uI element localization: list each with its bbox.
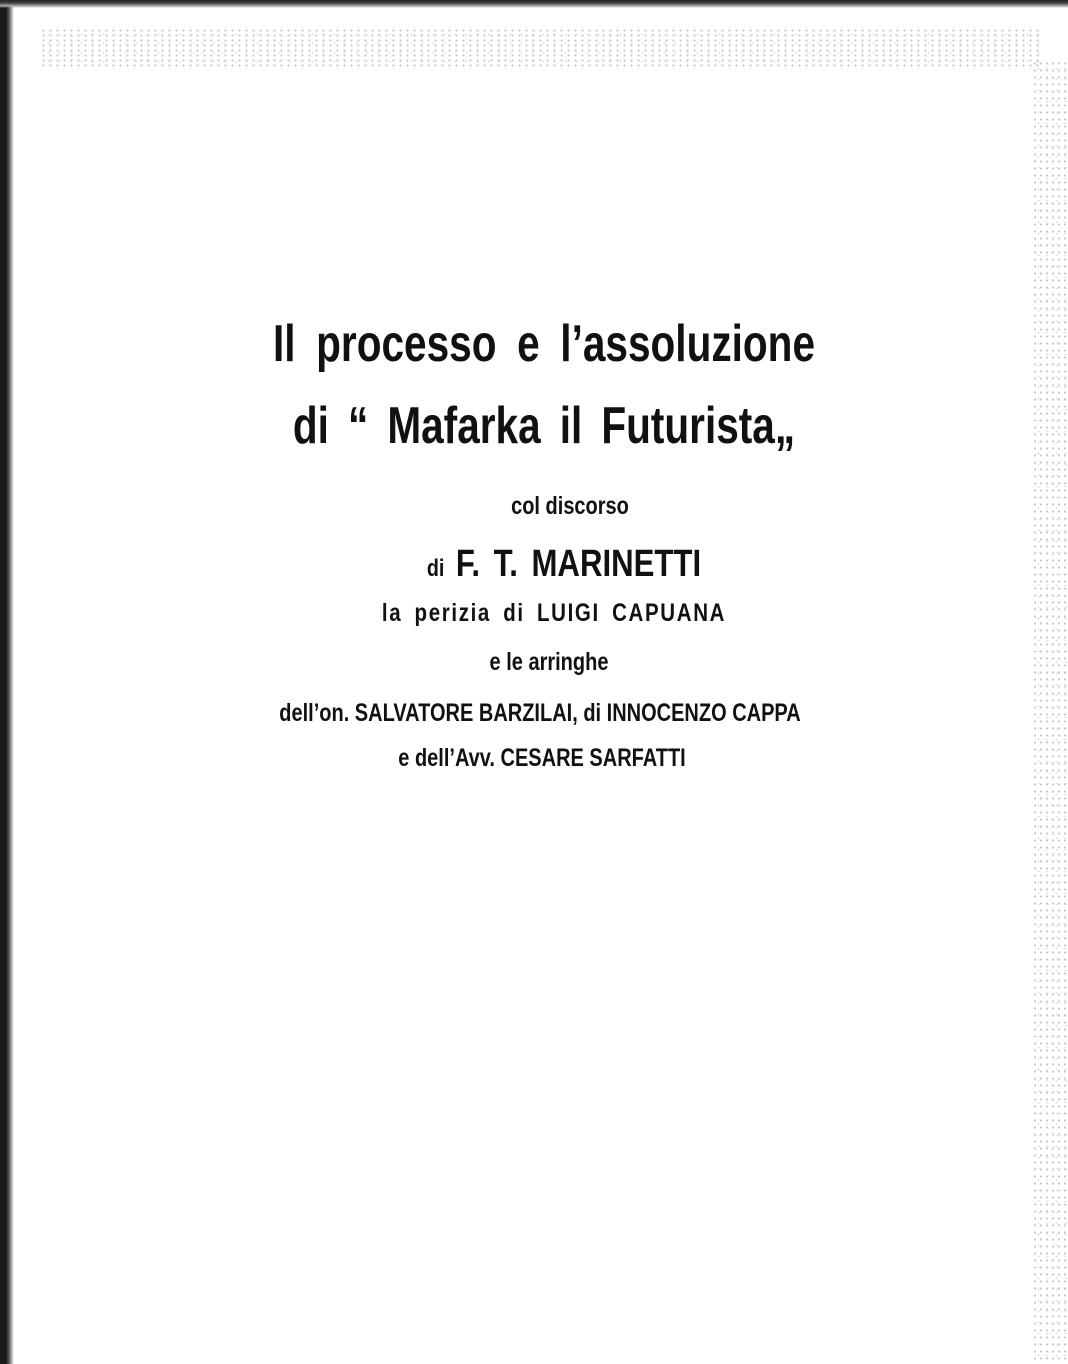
main-title-line-2: di “ Mafarka il Futurista„	[292, 397, 796, 455]
scan-top-edge	[0, 0, 1068, 8]
scan-noise-top	[40, 28, 1040, 68]
author-prefix: di	[426, 555, 445, 582]
credit-line-speech: col discorso	[511, 492, 629, 520]
credit-line-pleadings: e le arringhe	[489, 648, 609, 676]
author-name: F. T. MARINETTI	[455, 543, 702, 585]
title-page-block	[0, 315, 1068, 772]
credit-line-lawyer: e dell’Avv. CESARE SARFATTI	[398, 744, 686, 772]
credit-line-expert: la perizia di LUIGI CAPUANA	[381, 599, 727, 627]
credit-line-author	[151, 545, 978, 583]
main-title-line-1: Il processo e l’assoluzione	[272, 315, 816, 373]
credit-line-advocates: dell’on. SALVATORE BARZILAI, di INNOCENZO CAPPA	[279, 699, 801, 727]
